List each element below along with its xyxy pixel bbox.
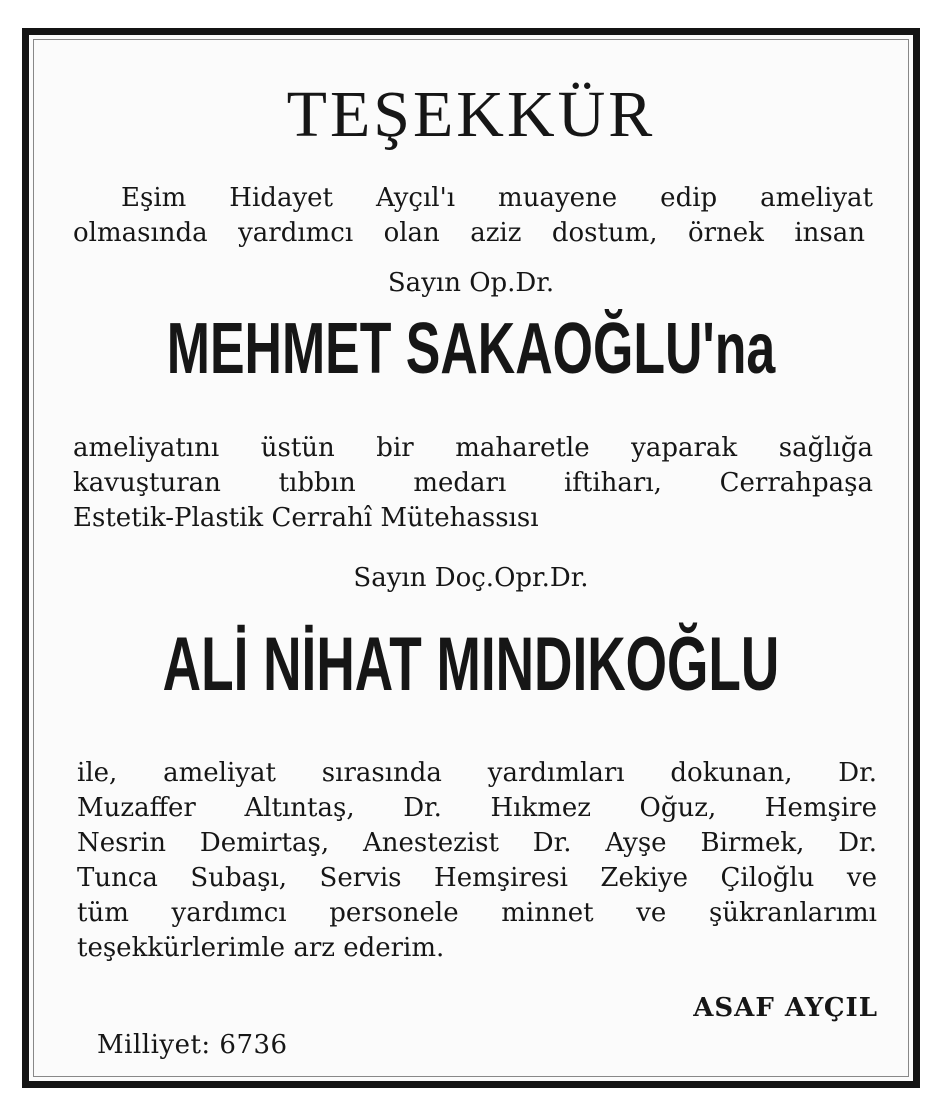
intro-line-2: olmasında yardımcı olan aziz dostum, örnek insan: [73, 218, 865, 248]
doctor-name-2: ALİ NİHAT MINDIKOĞLU: [162, 622, 780, 707]
honorific-2: Sayın Doç.Opr.Dr.: [353, 563, 589, 593]
middle-line-3: Estetik-Plastik Cerrahî Mütehassısı: [73, 503, 539, 533]
notice-title: TEŞEKKÜR: [286, 78, 656, 151]
closing-line-1: ile, ameliyat sırasında yardımları dokunan, Dr.: [77, 758, 877, 788]
closing-line-6: teşekkürlerimle arz ederim.: [77, 933, 445, 963]
honorific-1: Sayın Op.Dr.: [387, 268, 555, 298]
notice-frame: [22, 28, 920, 1088]
intro-line-1: Eşim Hidayet Ayçıl'ı muayene edip ameliyat: [121, 183, 873, 213]
doctor-name-1: MEHMET SAKAOĞLU'na: [166, 309, 776, 389]
closing-line-3: Nesrin Demirtaş, Anestezist Dr. Ayşe Birmek, Dr.: [77, 828, 877, 858]
newspaper-reference: Milliyet: 6736: [97, 1030, 288, 1060]
signature: ASAF AYÇIL: [693, 993, 878, 1023]
middle-line-2: kavuşturan tıbbın medarı iftiharı, Cerrahpaşa: [73, 468, 873, 498]
middle-line-1: ameliyatını üstün bir maharetle yaparak sağlığa: [73, 433, 873, 463]
closing-line-5: tüm yardımcı personele minnet ve şükranlarımı: [77, 898, 877, 928]
closing-line-4: Tunca Subaşı, Servis Hemşiresi Zekiye Çiloğlu ve: [77, 863, 877, 893]
closing-line-2: Muzaffer Altıntaş, Dr. Hıkmez Oğuz, Hemşire: [77, 793, 877, 823]
